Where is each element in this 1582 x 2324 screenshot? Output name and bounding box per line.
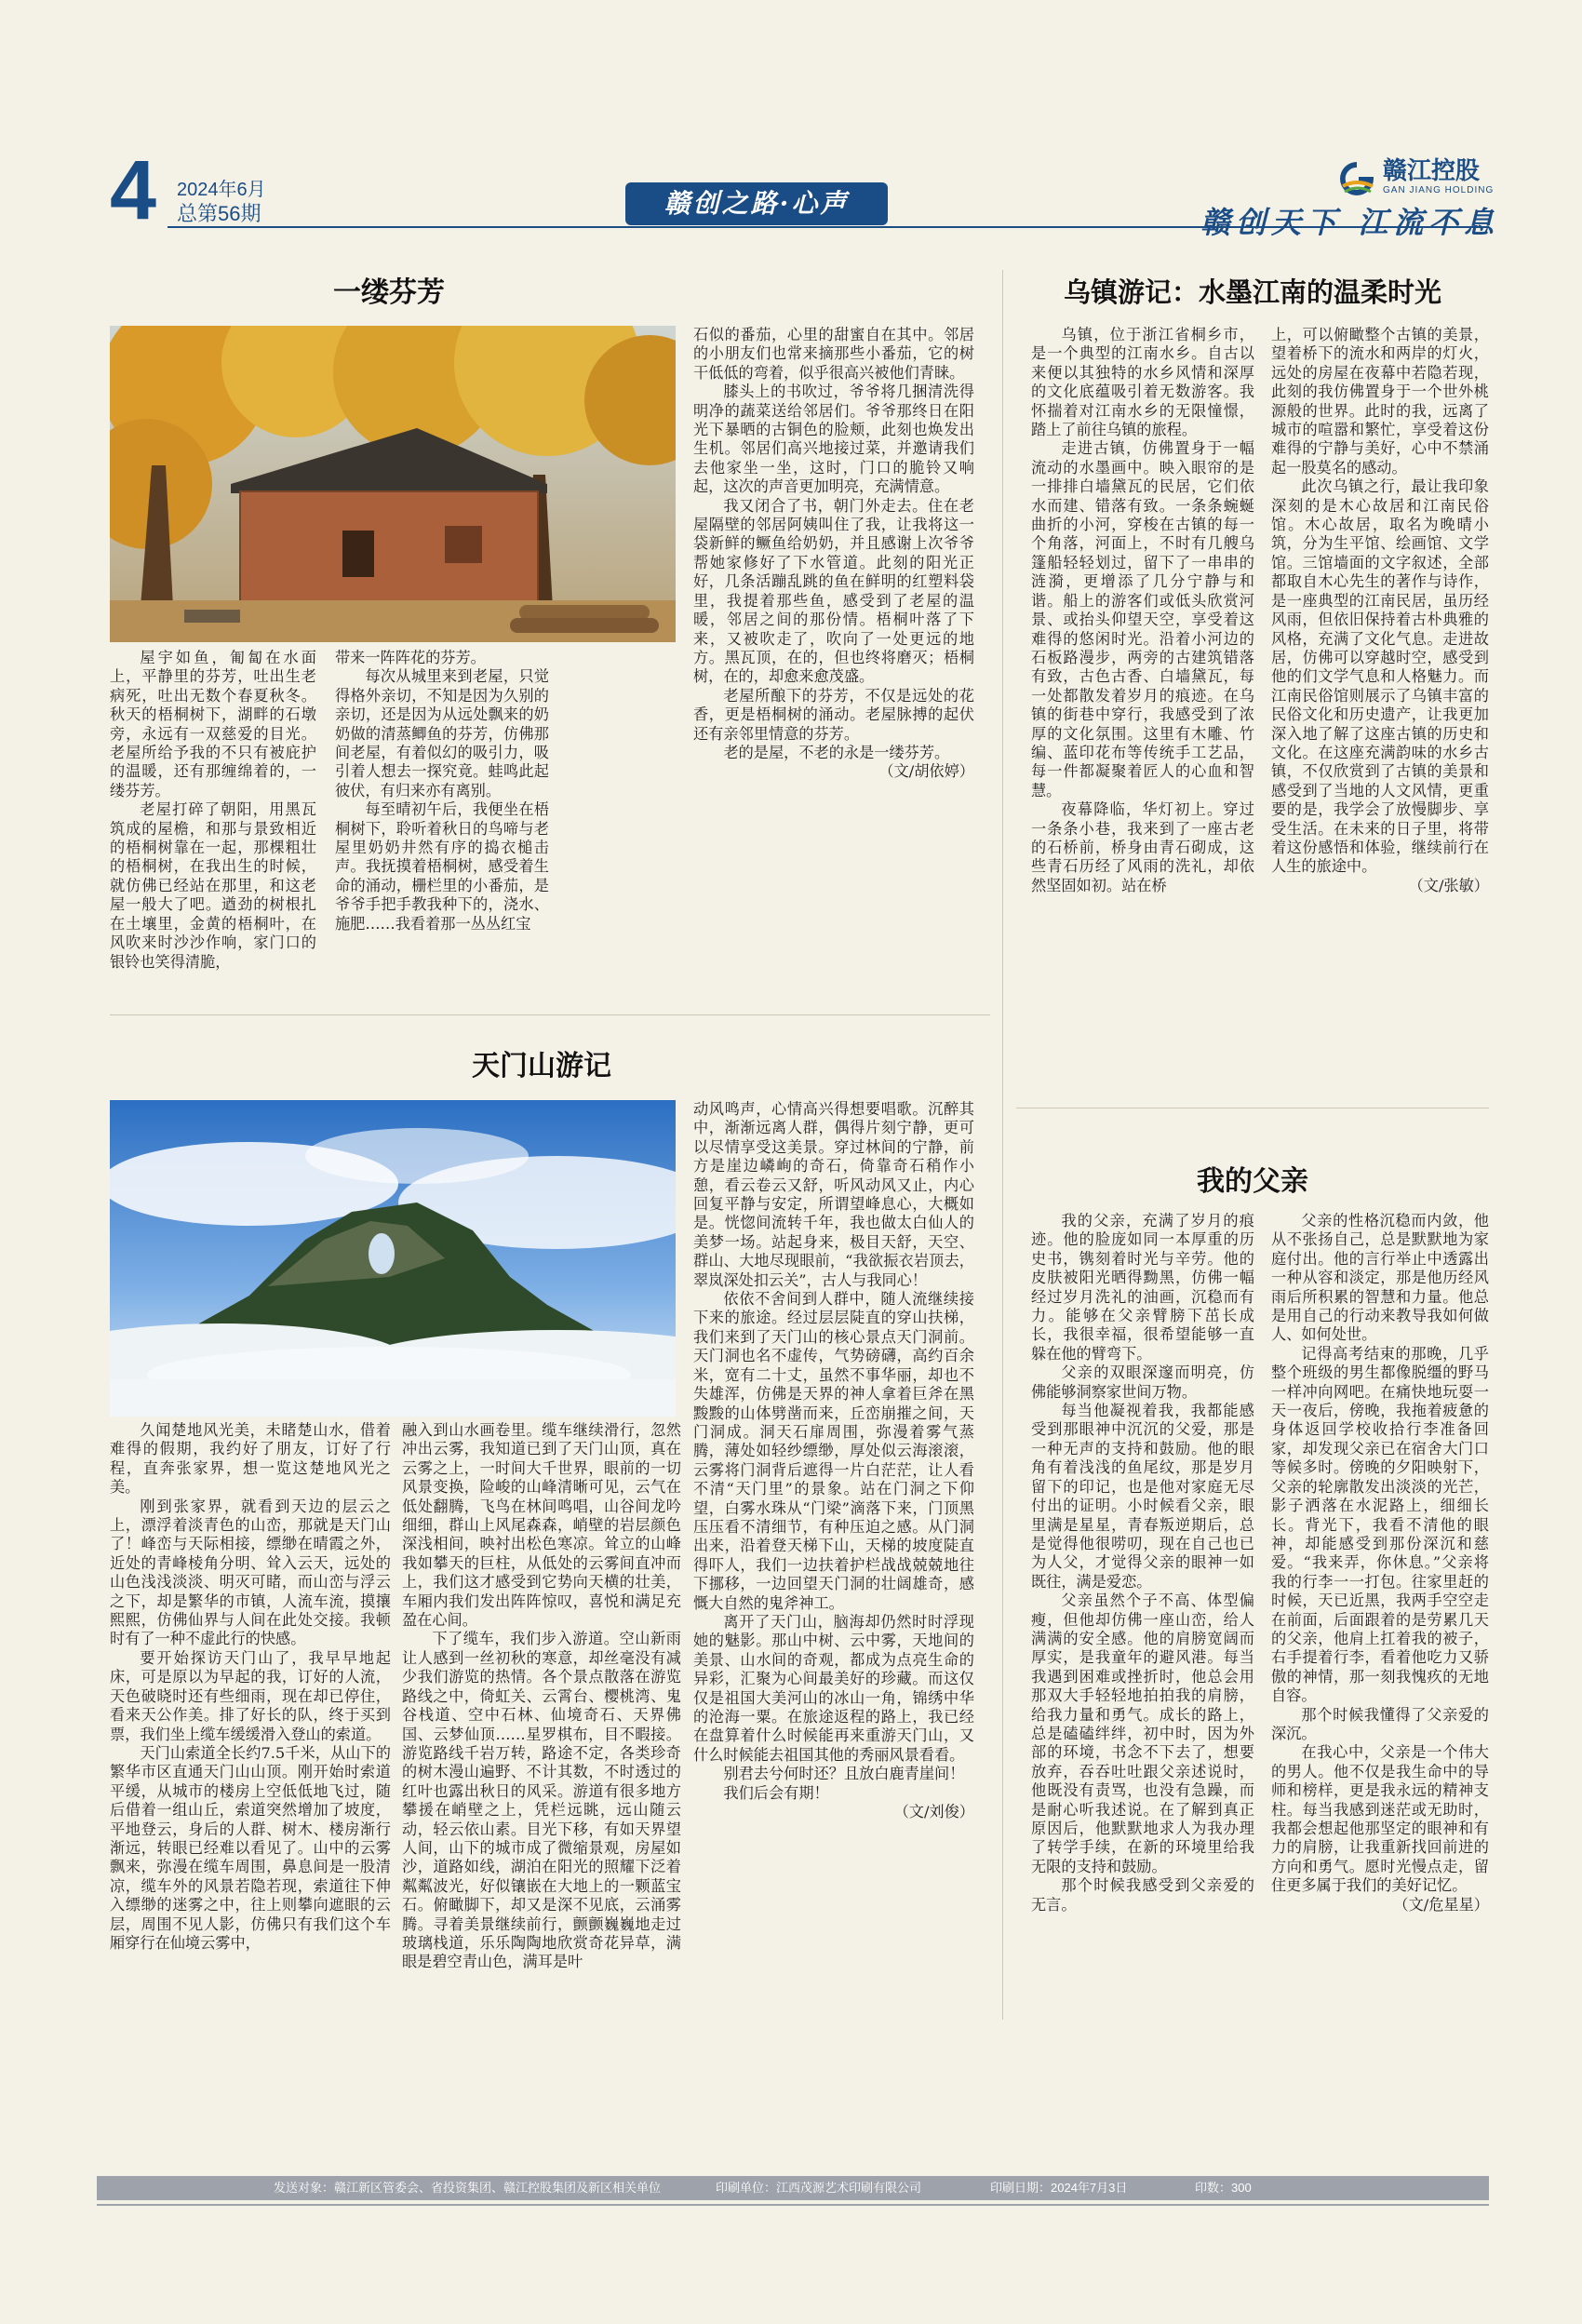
paragraph: 屋宇如鱼，匍匐在水面上，平静里的芬芳，吐出生老病死，吐出无数个春夏秋冬。秋天的梧桐树下，湖畔的石墩旁，永远有一双慈爱的目光。老屋所给予我的不只有被庇护的温暖，还有那缠绵着的，一缕芬芳。 xyxy=(110,649,316,799)
article-title-fragrance: 一缕芬芳 xyxy=(333,276,445,309)
article2-column-1 xyxy=(1031,326,1254,895)
paragraph: 别君去兮何时还？且放白鹿青崖间！ xyxy=(723,1765,965,1783)
old-house-photo xyxy=(110,326,676,642)
article4-column-1 xyxy=(1031,1212,1254,1914)
paragraph: 每次从城里来到老屋，只觉得格外亲切，不知是因为久别的亲切，还是因为从远处飘来的奶奶做的清蒸鲫鱼的芬芳，仿佛那间老屋，有着似幻的吸引力，吸引着人想去一探究竟。蛙鸣此起彼伏，有归来亦有离别。 xyxy=(335,667,549,799)
article-title-father: 我的父亲 xyxy=(1197,1165,1308,1198)
footer-bar xyxy=(97,2176,1489,2200)
company-name: 赣江控股 xyxy=(1383,156,1481,184)
section-divider xyxy=(110,1014,990,1015)
paragraph: 动风鸣声，心情高兴得想要唱歌。沉醉其中，渐渐远离人群，偶得片刻宁静，更可以尽情享受这美景。穿过林间的宁静，前方是崖边嶙峋的奇石，倚靠奇石稍作小憩，看云卷云又舒，听风动风又止，内心回复平静与安定，所谓望峰息心，大概如是。恍惚间流转千年，我也做太白仙人的美梦一场。站起身来，极目天舒，天空、群山、大地尽现眼前，“我欲振衣岩顶去，翠岚深处扣云关”，古人与我同心！ xyxy=(693,1100,974,1289)
issue-date: 2024年6月 xyxy=(177,180,266,200)
issue-number: 总第56期 xyxy=(177,202,261,225)
company-slogan: 赣创天下 江流不息 xyxy=(1200,205,1500,240)
paragraph: 上，可以俯瞰整个古镇的美景，望着桥下的流水和两岸的灯火，远处的房屋在夜幕中若隐若现，此刻的我仿佛置身于一个世外桃源般的世界。此时的我，远离了城市的喧嚣和繁忙，享受着这份难得的宁静与美好，心中不禁涌起一股莫名的感动。 xyxy=(1271,326,1489,477)
paragraph: 那个时候我懂得了父亲爱的深沉。 xyxy=(1271,1705,1489,1742)
paragraph: 要开始探访天门山了，我早早地起床，可是原以为早起的我，订好的人流，天色破晓时还有些细雨，现在却已停住，看来天公作美。排了好长的队，终于买到票，我们坐上缆车缓缓滑入登山的索道。 xyxy=(110,1648,391,1743)
tianmen-mountain-photo xyxy=(110,1100,676,1417)
column-divider xyxy=(1002,270,1003,2020)
article3-column-1 xyxy=(110,1421,391,1953)
paragraph: 老屋所酿下的芬芳，不仅是远处的花香，更是梧桐树的涌动。老屋脉搏的起伏还有亲邻里情意的芬芳。 xyxy=(693,686,974,743)
footer-print-count: 印数：300 xyxy=(1195,2181,1252,2195)
article1-column-1 xyxy=(110,649,316,972)
article4-author: （文/危星星） xyxy=(1393,1895,1489,1914)
company-name-en: GAN JIANG HOLDING xyxy=(1383,185,1495,195)
page-number: 4 xyxy=(110,144,157,237)
paragraph: 久闻楚地风光美，未睹楚山水，借着难得的假期，我约好了朋友，订好了行程，直奔张家界，想一览这楚地风光之美。 xyxy=(110,1421,391,1497)
article2-column-2 xyxy=(1271,326,1489,895)
paragraph: 我又闭合了书，朝门外走去。住在老屋隔壁的邻居阿姨叫住了我，让我将这一袋新鲜的鳜鱼给奶奶，并且感谢上次爷爷帮她家修好了下水管道。此刻的阳光正好，几条活蹦乱跳的鱼在鲜明的红塑料袋里，我提着那些鱼，感受到了老屋的温暖，邻居之间的那份情。梧桐叶落了下来，又被吹走了，吹向了一处更远的地方。黑瓦顶，在的，但也终将磨灭；梧桐树，在的，却愈来愈茂盛。 xyxy=(693,496,974,686)
article3-column-3 xyxy=(693,1100,974,1821)
paragraph: 老屋打碎了朝阳，用黑瓦筑成的屋檐，和那与景致相近的梧桐树靠在一起，那棵粗壮的梧桐树，在我出生的时候，就仿佛已经站在那里，和这老屋一般大了吧。遒劲的树根扎在土壤里，金黄的梧桐叶，在风吹来时沙沙作响，家门口的银铃也笑得清脆， xyxy=(110,800,316,971)
company-logo-icon xyxy=(1335,158,1378,197)
paragraph: 膝头上的书吹过，爷爷将几捆清洗得明净的蔬菜送给邻居们。爷爷那终日在阳光下暴晒的古铜色的脸颊，此刻也焕发出生机。邻居们高兴地接过菜，并邀请我们去他家坐一坐，这时，门口的脆铃又响起，这次的声音更加明亮，充满情意。 xyxy=(693,383,974,496)
paragraph: 在我心中，父亲是一个伟大的男人。他不仅是我生命中的导师和榜样，更是我永远的精神支柱。每当我感到迷茫或无助时，我都会想起他那坚定的眼神和有力的肩膀，让我重新找回前进的方向和勇气。愿时光慢点走，留住更多属于我们的美好记忆。 xyxy=(1271,1743,1489,1895)
article4-column-2 xyxy=(1271,1212,1489,1914)
paragraph: 记得高考结束的那晚，几乎整个班级的男生都像脱缰的野马一样冲向网吧。在痛快地玩耍一天一夜后，傍晚，我拖着疲惫的身体返回学校收拾行李准备回家，却发现父亲已在宿舍大门口等候多时。傍晚的夕阳映射下，父亲的轮廓散发出淡淡的光芒，影子洒落在水泥路上，细细长长。背光下，我看不清他的眼神，却能感受到那份深沉和慈爱。“我来弄，你休息。”父亲将我的行李一一打包。往家里赶的时候，天已近黑，我两手空空走在前面，后面跟着的是劳累几天的父亲，他肩上扛着我的被子，右手提着行李，看着他吃力又骄傲的神情，那一刻我愧疚的无地自容。 xyxy=(1271,1344,1489,1705)
paragraph: 走进古镇，仿佛置身于一幅流动的水墨画中。映入眼帘的是一排排白墙黛瓦的民居，它们依水而建、错落有致。一条条蜿蜒曲折的小河，穿梭在古镇的每一个角落，河面上，不时有几艘乌篷船轻轻划过，留下了一串串的涟漪，更增添了几分宁静与和谐。船上的游客们或低头欣赏河景、或抬头仰望天空，享受着这难得的悠闲时光。沿着小河边的石板路漫步，两旁的古建筑错落有致，古色古香、白墙黛瓦，每一处都散发着岁月的痕迹。在乌镇的街巷中穿行，我感受到了浓厚的文化氛围。这里有木雕、竹编、蓝印花布等传统手工艺品，每一件都凝聚着匠人的心血和智慧。 xyxy=(1031,439,1254,799)
article1-column-3 xyxy=(693,326,974,782)
article1-column-2 xyxy=(335,649,549,934)
paragraph: 老的是屋，不老的永是一缕芬芳。 xyxy=(723,743,950,761)
article3-column-2 xyxy=(402,1421,681,1972)
footer-rule xyxy=(97,2204,1489,2206)
paragraph: 刚到张家界，就看到天边的层云之上，漂浮着淡青色的山峦，那就是天门山了！峰峦与天际相接，缥缈在晴霞之外，近处的青峰棱角分明、耸入云天，远处的山色浅浅淡淡、明灭可睹，而山峦与浮云之下，却是繁华的市镇，人流车流，摸攘熙熙，仿佛仙界与人间在此处交接。我顿时有了一种不虚此行的快感。 xyxy=(110,1497,391,1648)
paragraph: 乌镇，位于浙江省桐乡市，是一个典型的江南水乡。自古以来便以其独特的水乡风情和深厚的文化底蕴吸引着无数游客。我怀揣着对江南水乡的无限憧憬，踏上了前往乌镇的旅程。 xyxy=(1031,326,1254,439)
paragraph: 依依不舍间到人群中，随人流继续接下来的旅途。经过层层陡直的穿山扶梯，我们来到了天门山的核心景点天门洞前。天门洞也名不虚传，气势磅礴，高约百余米，宽有二十丈，虽然不事华丽，却也不失雄浑，仿佛是天界的神人拿着巨斧在黑黢黢的山体劈凿而来，丘峦崩摧之间，天门洞成。洞天石扉周围，弥漫着雾气蒸腾，薄处如轻纱缥缈，厚处似云海滚滚，云雾将门洞背后遮得一片白茫茫，让人看不清“天门里”的景象。站在门洞之下仰望，白雾水珠从“门梁”滴落下来，门顶黑压压看不清细节，有种压迫之感。从门洞出来，沿着登天梯下山，天梯的坡度陡直得吓人，我们一边扶着护栏战战兢兢地往下挪移，一边回望天门洞的壮阔雄奇，感慨大自然的鬼斧神工。 xyxy=(693,1290,974,1612)
article3-author: （文/刘俊） xyxy=(893,1803,974,1821)
paragraph: 每当他凝视着我，我都能感受到那眼神中沉沉的父爱，那是一种无声的支持和鼓励。他的眼角有着浅浅的鱼尾纹，那是岁月留下的印记，也是他对家庭无尽付出的证明。小时候看父亲，眼里满是星星，青春叛逆期后，总是觉得他很唠叨，现在自己也已为人父，才觉得父亲的眼神一如既往，满是爱恋。 xyxy=(1031,1402,1254,1591)
paragraph: 此次乌镇之行，最让我印象深刻的是木心故居和江南民俗馆。木心故居，取名为晚晴小筑，分为生平馆、绘画馆、文学馆。三馆墙面的文字叙述，全部都取自木心先生的著作与诗作，是一座典型的江南民居，虽历经风雨，但依旧保持着古朴典雅的风格，充满了文化气息。走进故居，仿佛可以穿越时空，感受到他的们文学气息和人格魅力。而江南民俗馆则展示了乌镇丰富的民俗文化和历史遗产，让我更加深入地了解了这座古镇的历史和文化。在这座充满韵味的水乡古镇，不仅欣赏到了古镇的美景和感受到了当地的人文风情，更重要的是，我学会了放慢脚步、享受生活。在未来的日子里，将带着这份感悟和体验，继续前行在人生的旅途中。 xyxy=(1271,477,1489,876)
paragraph: 父亲的性格沉稳而内敛，他从不张扬自己，总是默默地为家庭付出。他的言行举止中透露出一种从容和淡定，那是他历经风雨后所积累的智慧和力量。他总是用自己的行动来教导我如何做人、如何处世。 xyxy=(1271,1212,1489,1344)
paragraph: 夜幕降临，华灯初上。穿过一条条小巷，我来到了一座古老的石桥前，桥身由青石砌成，这些青石历经了风雨的洗礼，却依然坚固如初。站在桥 xyxy=(1031,800,1254,894)
paragraph: 天门山索道全长约7.5千米，从山下的繁华市区直通天门山山顶。刚开始时索道平缓，从城市的楼房上空低低地飞过，随后借着一组山丘，索道突然增加了坡度，平地登云，身后的人群、树木、楼房渐行渐远，转眼已经难以看见了。山中的云雾飘来，弥漫在缆车周围，鼻息间是一股清凉，缆车外的风景若隐若现，索道往下伸入缥缈的迷雾之中，往上则攀向遮眼的云层，周围不见人影，仿佛只有我们这个车厢穿行在仙境云雾中， xyxy=(110,1743,391,1952)
article2-author: （文/张敏） xyxy=(1408,876,1489,894)
article-title-tianmen: 天门山游记 xyxy=(472,1050,611,1082)
footer-printer: 印刷单位：江西茂源艺术印刷有限公司 xyxy=(716,2181,922,2195)
paragraph: 父亲虽然个子不高、体型偏瘦，但他却仿佛一座山峦，给人满满的安全感。他的肩膀宽阔而厚实，是我童年的避风港。每当我遇到困难或挫折时，他总会用那双大手轻轻地拍拍我的肩膀，给我力量和勇气。成长的路上，总是磕磕绊绊，初中时，因为外部的环境，书念不下去了，想要放弃，吞吞吐吐跟父亲述说时，他既没有责骂，也没有急躁，而是耐心听我述说。在了解到真正原因后，他默默地求人为我办理了转学手续，在新的环境里给我无限的支持和鼓励。 xyxy=(1031,1592,1254,1875)
footer-print-date: 印刷日期：2024年7月3日 xyxy=(990,2181,1128,2195)
paragraph: 那个时候我感受到父亲爱的无言。 xyxy=(1031,1876,1254,1914)
footer-recipients: 发送对象：赣江新区管委会、省投资集团、赣江控股集团及新区相关单位 xyxy=(274,2181,662,2195)
paragraph: 每至晴初午后，我便坐在梧桐树下，聆听着秋日的鸟啼与老屋里奶奶井然有序的捣衣槌击声。我抚摸着梧桐树，感受着生命的涌动，栅栏里的小番茄，是爷爷手把手教我种下的，浇水、施肥……我看着那一丛丛红宝 xyxy=(335,800,549,933)
article1-author: （文/胡依婷） xyxy=(878,762,974,781)
paragraph: 我的父亲，充满了岁月的痕迹。他的脸庞如同一本厚重的历史书，镌刻着时光与辛劳。他的皮肤被阳光晒得黝黑，仿佛一幅经过岁月洗礼的油画，沉稳而有力。能够在父亲臂膀下茁长成长，我很幸福，很希望能够一直躲在他的臂弯下。 xyxy=(1031,1212,1254,1363)
paragraph: 父亲的双眼深邃而明亮，仿佛能够洞察家世间万物。 xyxy=(1031,1364,1254,1401)
paragraph: 石似的番茄，心里的甜蜜自在其中。邻居的小朋友们也常来摘那些小番茄，它的树干低低的弯着，似乎很高兴被他们青睐。 xyxy=(693,326,974,382)
paragraph: 我们后会有期！ xyxy=(723,1783,829,1802)
paragraph: 融入到山水画卷里。缆车继续滑行，忽然冲出云雾，我知道已到了天门山顶，真在云雾之上，一时间大千世界，眼前的一切风景变换，险峻的山峰清晰可见，云气在低处翻腾，飞鸟在林间鸣唱，山谷间龙吟细细，群山上风尾森森，峭壁的岩层颜色深浅相间，映衬出松色寒凉。耸立的山峰我如攀天的巨柱，从低处的云雾间直冲而上，我们这才感受到它势向天横的壮美，车厢内我们发出阵阵惊叹，喜悦和满足充盈在心间。 xyxy=(402,1421,681,1630)
paragraph: 下了缆车，我们步入游道。空山新雨让人感到一丝初秋的寒意，却丝毫没有减少我们游览的热情。各个景点散落在游览路线之中，倚虹关、云霄台、樱桃湾、鬼谷栈道、空中石林、仙境奇石、天界佛国、云梦仙顶……星罗棋布，目不暇接。游览路线千岩万转，路途不定，各类珍奇的树木漫山遍野、不计其数，不时透过的红叶也露出秋日的风采。游道有很多地方攀援在峭壁之上，凭栏远眺，远山随云动，轻云依山素。目光下移，有如天界望人间，山下的城市成了微缩景观，房屋如沙，道路如线，湖泊在阳光的照耀下泛着粼粼波光，好似镶嵌在大地上的一颗蓝宝石。俯瞰脚下，却又是深不见底，云涌雾腾。寻着美景继续前行，颤颤巍巍地走过玻璃栈道，乐乐陶陶地欣赏奇花异草，满眼是碧空青山色，满耳是叶 xyxy=(402,1630,681,1971)
paragraph: 带来一阵阵花的芬芳。 xyxy=(335,649,486,666)
section-banner: 赣创之路·心声 xyxy=(625,182,888,225)
paragraph: 离开了天门山，脑海却仍然时时浮现她的魅影。那山中树、云中雾，天地间的美景、山水间的奇观，都成为点亮生命的异彩，汇聚为心间最美好的珍藏。而这仅仅是祖国大美河山的冰山一角，锦绣中华的沧海一粟。在旅途返程的路上，我已经在盘算着什么时候能再来重游天门山，又什么时候能去祖国其他的秀丽风景看看。 xyxy=(693,1612,974,1764)
article-title-wuzhen: 乌镇游记：水墨江南的温柔时光 xyxy=(1063,276,1441,308)
